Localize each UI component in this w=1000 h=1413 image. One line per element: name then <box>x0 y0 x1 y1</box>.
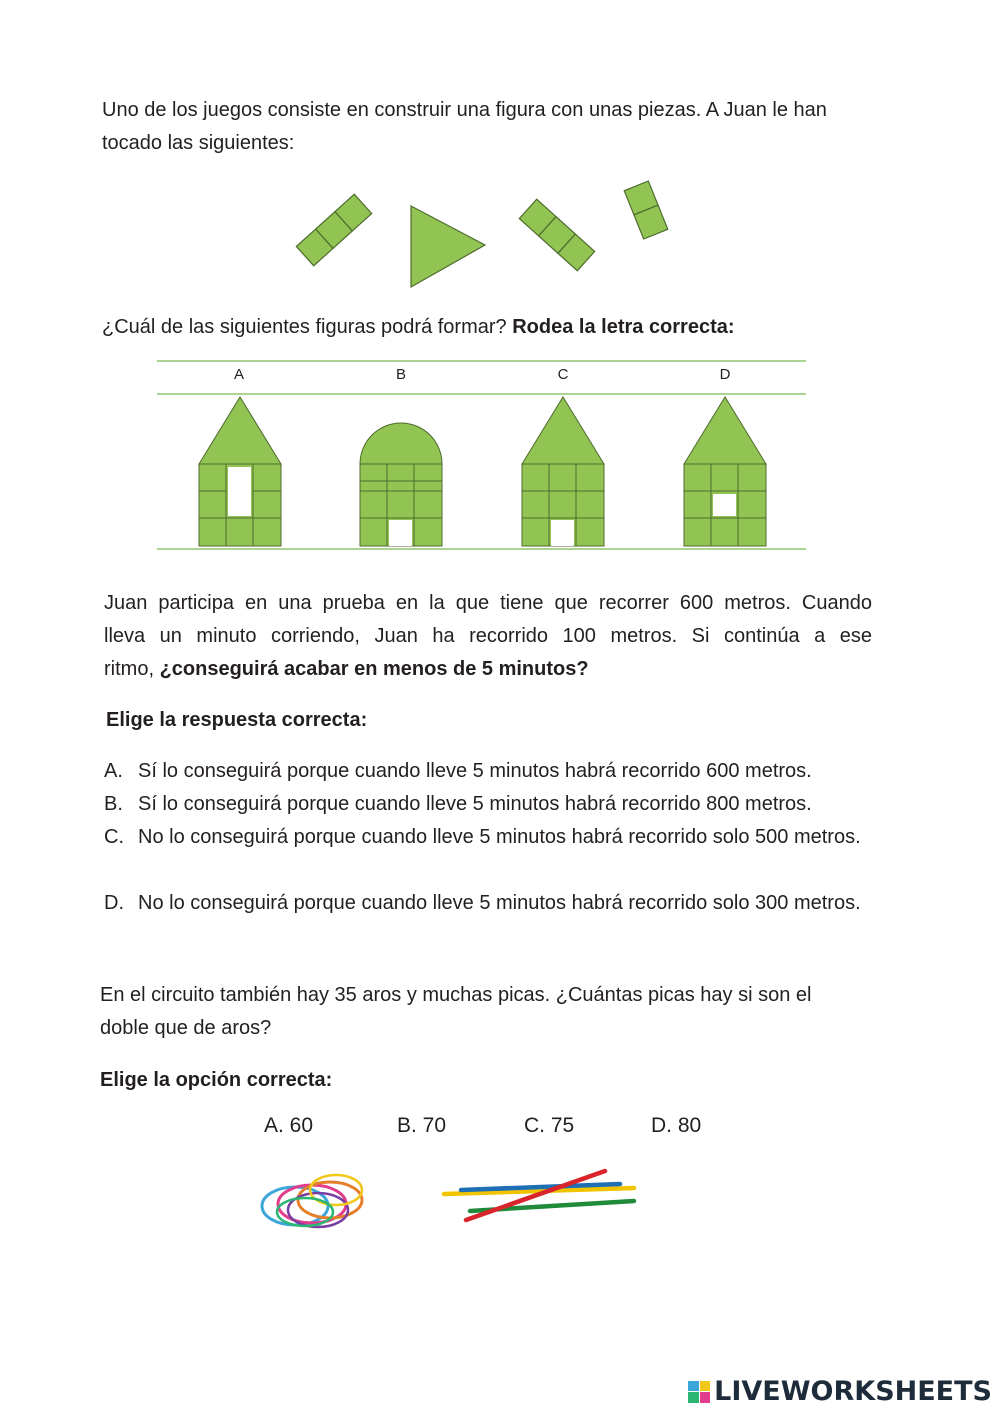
running-problem-line-1: Juan participa en una prueba en la que tiene que recorrer 600 metros. Cuando <box>104 592 872 614</box>
hoops-problem-line-2: doble que de aros? <box>100 1017 272 1039</box>
house-label-b[interactable]: B <box>395 366 406 383</box>
house-label-c[interactable]: C <box>557 366 569 383</box>
hoops-option-d[interactable]: D. 80 <box>651 1114 702 1137</box>
running-option-b-text: Sí lo conseguirá porque cuando lleve 5 minutos habrá recorrido 800 metros. <box>138 793 812 815</box>
liveworksheets-watermark <box>688 1376 992 1407</box>
hoops-problem-line-1: En el circuito también hay 35 aros y muchas picas. ¿Cuántas picas hay si son el <box>100 984 812 1006</box>
house-label-d[interactable]: D <box>719 366 731 383</box>
running-instruction: Elige la respuesta correcta: <box>106 709 368 731</box>
running-option-d-letter: D. <box>104 892 124 914</box>
shapes-question-instruction: Rodea la letra correcta: <box>512 316 735 338</box>
intro-line-2: tocado las siguientes: <box>102 132 295 154</box>
running-option-c-text: No lo conseguirá porque cuando lleve 5 minutos habrá recorrido solo 500 metros. <box>138 826 861 848</box>
running-option-c-letter: C. <box>104 826 124 848</box>
house-label-a[interactable]: A <box>233 366 244 383</box>
running-problem-line-2: lleva un minuto corriendo, Juan ha recorrido 100 metros. Si continúa a ese <box>104 625 872 647</box>
hoops-instruction: Elige la opción correcta: <box>100 1069 333 1091</box>
liveworksheets-logo-icon <box>688 1381 710 1403</box>
running-problem-question: ¿conseguirá acabar en menos de 5 minutos? <box>159 658 589 680</box>
liveworksheets-text: LIVEWORKSHEETS <box>714 1376 992 1407</box>
hoops-option-b[interactable]: B. 70 <box>397 1114 447 1137</box>
running-option-a-text: Sí lo conseguirá porque cuando lleve 5 minutos habrá recorrido 600 metros. <box>138 760 812 782</box>
running-option-a-letter: A. <box>104 760 123 782</box>
running-option-d-text: No lo conseguirá porque cuando lleve 5 minutos habrá recorrido solo 300 metros. <box>138 892 861 914</box>
hoops-option-a[interactable]: A. 60 <box>264 1114 314 1137</box>
intro-line-1: Uno de los juegos consiste en construir una figura con unas piezas. A Juan le han <box>102 99 827 121</box>
shapes-question-prefix: ¿Cuál de las siguientes figuras podrá formar? <box>102 316 507 338</box>
running-option-b-letter: B. <box>104 793 123 815</box>
hoops-option-c[interactable]: C. 75 <box>524 1114 575 1137</box>
running-problem-line-3-prefix: ritmo, <box>104 658 154 680</box>
